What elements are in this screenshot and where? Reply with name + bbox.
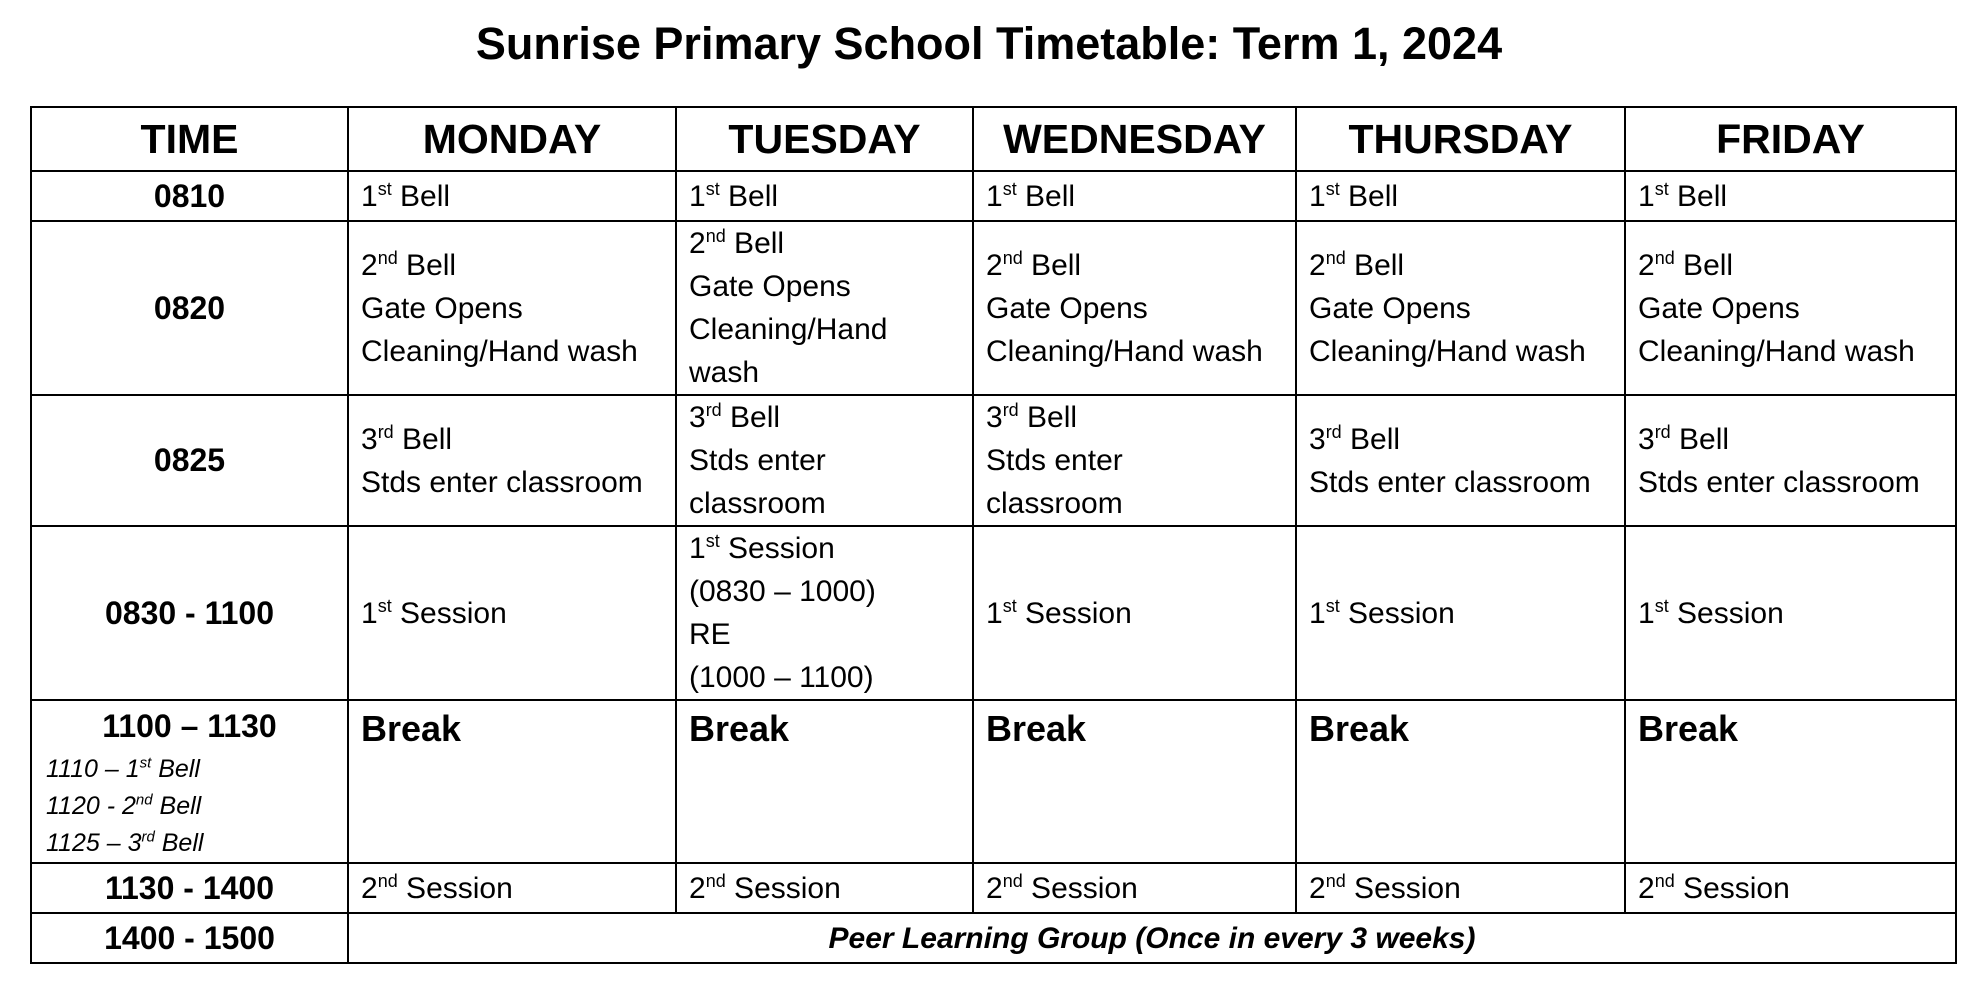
- cell-line: 3rd Bell: [986, 400, 1078, 434]
- header-row: [31, 107, 1956, 171]
- table-row: [31, 395, 1956, 526]
- cell-line: Cleaning/Hand wash: [1638, 334, 1915, 368]
- break-label: Break: [1638, 708, 1739, 749]
- cell-line: Stds enter: [986, 444, 1123, 477]
- page-title: Sunrise Primary School Timetable: Term 1, 2024: [475, 18, 1503, 69]
- cell-line: 2nd Bell: [1638, 247, 1734, 282]
- cell-line: 1st Session: [1638, 595, 1784, 630]
- break-label: Break: [986, 708, 1087, 749]
- time-cell: 1400 - 1500: [31, 913, 348, 963]
- peer-learning-cell: Peer Learning Group (Once in every 3 weeks): [348, 913, 1956, 963]
- break-label: Break: [361, 708, 462, 749]
- cell-line: wash: [689, 356, 760, 389]
- cell-thursday: [1296, 700, 1625, 863]
- cell-line: Gate Opens: [689, 270, 851, 303]
- cell-tuesday: [676, 700, 973, 863]
- cell-monday: [348, 863, 676, 913]
- cell-line: 1st Bell: [986, 178, 1076, 213]
- table-row: [31, 526, 1956, 700]
- time-cell: 1130 - 1400: [31, 863, 348, 913]
- cell-line: 3rd Bell: [689, 400, 781, 434]
- cell-tuesday: [676, 863, 973, 913]
- sub-time: 1110 – 1st Bell: [46, 754, 200, 783]
- header-time: TIME: [31, 107, 348, 171]
- cell-line: 1st Session: [986, 595, 1132, 630]
- cell-wednesday: [973, 863, 1296, 913]
- cell-line: classroom: [689, 487, 826, 520]
- cell-line: 1st Bell: [1309, 178, 1399, 213]
- cell-line: (1000 – 1100): [689, 661, 874, 694]
- sub-time: 1125 – 3rd Bell: [46, 828, 204, 857]
- cell-line: 2nd Session: [361, 870, 513, 905]
- time-cell: [31, 700, 348, 863]
- cell-line: 1st Bell: [361, 178, 451, 213]
- header-thursday: THURSDAY: [1296, 107, 1625, 171]
- cell-tuesday: [676, 221, 973, 395]
- cell-friday: [1625, 863, 1956, 913]
- cell-line: 1st Session: [1309, 595, 1455, 630]
- cell-line: Gate Opens: [986, 291, 1148, 325]
- cell-line: 2nd Session: [1638, 870, 1790, 905]
- time-cell: 0810: [31, 171, 348, 221]
- table-row: [31, 700, 1956, 863]
- cell-wednesday: [973, 221, 1296, 395]
- cell-line: Gate Opens: [1638, 291, 1800, 325]
- cell-friday: [1625, 395, 1956, 526]
- time-range: 1100 – 1130: [102, 708, 277, 744]
- cell-line: 2nd Bell: [361, 247, 457, 282]
- cell-line: Cleaning/Hand wash: [986, 334, 1263, 368]
- cell-line: Stds enter classroom: [1309, 465, 1591, 499]
- cell-tuesday: [676, 171, 973, 221]
- cell-monday: [348, 700, 676, 863]
- cell-line: (0830 – 1000): [689, 575, 876, 608]
- break-label: Break: [689, 708, 790, 749]
- cell-wednesday: [973, 171, 1296, 221]
- cell-friday: [1625, 171, 1956, 221]
- cell-line: Cleaning/Hand wash: [361, 334, 638, 368]
- time-cell: 0820: [31, 221, 348, 395]
- cell-line: Stds enter classroom: [361, 465, 643, 499]
- cell-friday: [1625, 221, 1956, 395]
- cell-tuesday: [676, 395, 973, 526]
- table-row: [31, 171, 1956, 221]
- cell-line: 2nd Session: [689, 870, 841, 905]
- cell-wednesday: [973, 526, 1296, 700]
- cell-thursday: [1296, 863, 1625, 913]
- cell-thursday: [1296, 526, 1625, 700]
- cell-monday: [348, 526, 676, 700]
- cell-line: 2nd Bell: [986, 247, 1082, 282]
- cell-line: 2nd Bell: [1309, 247, 1405, 282]
- header-friday: FRIDAY: [1625, 107, 1956, 171]
- cell-line: Stds enter classroom: [1638, 465, 1920, 499]
- cell-friday: [1625, 700, 1956, 863]
- cell-wednesday: [973, 700, 1296, 863]
- cell-line: 3rd Bell: [1638, 421, 1730, 456]
- table-row: [31, 221, 1956, 395]
- cell-thursday: [1296, 171, 1625, 221]
- cell-line: 3rd Bell: [361, 421, 453, 456]
- cell-thursday: [1296, 395, 1625, 526]
- table-row: [31, 863, 1956, 913]
- cell-line: 3rd Bell: [1309, 421, 1401, 456]
- cell-line: 1st Session: [361, 595, 507, 630]
- cell-wednesday: [973, 395, 1296, 526]
- cell-line: 1st Bell: [1638, 178, 1728, 213]
- cell-line: Cleaning/Hand wash: [1309, 334, 1586, 368]
- cell-line: 2nd Session: [986, 870, 1138, 905]
- cell-line: Gate Opens: [1309, 291, 1471, 325]
- cell-line: 2nd Session: [1309, 870, 1461, 905]
- cell-line: Gate Opens: [361, 291, 523, 325]
- cell-monday: [348, 395, 676, 526]
- cell-line: RE: [689, 618, 731, 651]
- sub-time: 1120 - 2nd Bell: [46, 791, 202, 820]
- cell-thursday: [1296, 221, 1625, 395]
- cell-friday: [1625, 526, 1956, 700]
- header-monday: MONDAY: [348, 107, 676, 171]
- cell-monday: [348, 221, 676, 395]
- break-label: Break: [1309, 708, 1410, 749]
- timetable: [30, 106, 1957, 964]
- cell-tuesday: [676, 526, 973, 700]
- cell-monday: [348, 171, 676, 221]
- cell-line: 1st Session: [689, 531, 835, 565]
- table-row: [31, 913, 1956, 963]
- cell-line: Cleaning/Hand: [689, 313, 888, 346]
- cell-line: 1st Bell: [689, 178, 779, 213]
- cell-line: 2nd Bell: [689, 226, 785, 260]
- header-tuesday: TUESDAY: [676, 107, 973, 171]
- time-cell: 0830 - 1100: [31, 526, 348, 700]
- header-wednesday: WEDNESDAY: [973, 107, 1296, 171]
- cell-line: Stds enter: [689, 444, 826, 477]
- time-cell: 0825: [31, 395, 348, 526]
- cell-line: classroom: [986, 487, 1123, 520]
